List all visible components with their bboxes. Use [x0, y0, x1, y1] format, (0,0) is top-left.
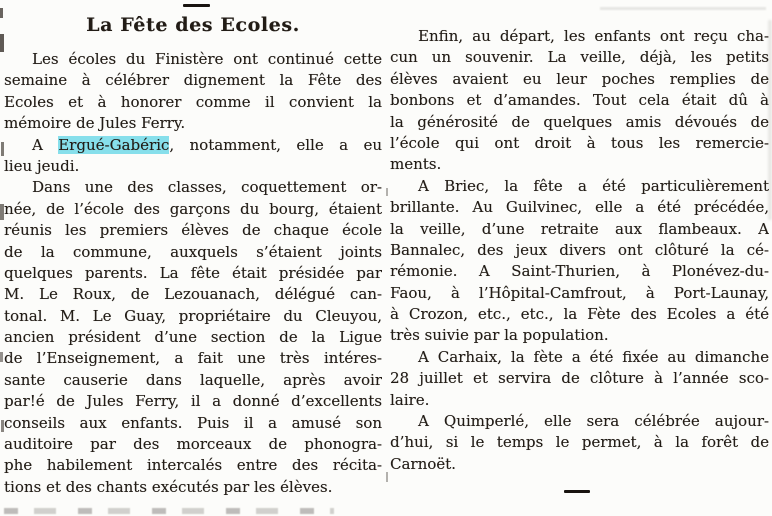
right-column [390, 26, 769, 475]
text-segment: Bannalec, des jeux divers ont clôturé la cé- [390, 240, 769, 259]
scan-artifact [0, 352, 3, 362]
text-segment: très suivie par la population. [390, 326, 609, 345]
text-segment: A Carhaix, la fète a été fixée au dimanche [418, 347, 769, 366]
text-line [390, 47, 769, 68]
text-segment: mémoire de Jules Ferry. [4, 114, 186, 133]
text-segment: à Crozon, etc., etc., la Fète des Ecoles a été [390, 305, 769, 324]
text-segment: par!é de Jules Ferry, il a donné d’excellents [4, 392, 382, 411]
text-segment: Les écoles du Finistère ont continué cette [32, 50, 382, 68]
text-segment: Carnoët. [390, 454, 456, 473]
text-line [390, 347, 769, 368]
text-segment: A Quimperlé, elle sera célébrée aujour- [418, 412, 769, 431]
text-line [4, 220, 382, 241]
text-segment: ancien président d’une section de la Ligue [4, 328, 382, 347]
text-line [390, 454, 769, 475]
text-line [4, 370, 382, 391]
text-line [4, 92, 382, 113]
text-segment: cun un souvenir. La veille, déjà, les petits [390, 48, 769, 67]
left-column [4, 49, 382, 498]
text-segment: A [32, 135, 59, 154]
text-line [390, 261, 769, 282]
text-segment: d’hui, si le temps le permet, à la forêt de [390, 433, 769, 452]
text-line [4, 70, 382, 91]
scan-artifact [386, 472, 388, 482]
text-line [390, 325, 769, 346]
text-segment: Dans une des classes, coquettement or- [32, 178, 382, 197]
text-segment: réunis les premiers élèves de chaque école [4, 221, 382, 240]
text-line [4, 284, 382, 305]
text-segment: la veille, d’une retraite aux flambeaux. A [390, 219, 769, 238]
text-line [4, 263, 382, 284]
text-segment: semaine à célébrer dignement la Fête des [4, 71, 382, 90]
text-segment: élèves avaient eu leur poches remplies de [390, 69, 769, 88]
text-line [390, 219, 769, 240]
text-line [4, 199, 382, 220]
text-segment: de l’Enseignement, a fait une très intéres- [4, 349, 382, 368]
text-line [4, 306, 382, 327]
text-segment: l’école qui ont droit à tous les remercie- [390, 133, 769, 152]
text-segment: Faou, à l’Hôpital-Camfrout, à Port-Launay, [390, 283, 769, 302]
text-segment: ments. [390, 155, 442, 174]
text-line [390, 411, 769, 432]
scan-artifact [0, 8, 3, 18]
text-segment: Enfin, au départ, les enfants ont reçu cha- [418, 27, 769, 45]
scan-artifact [1, 420, 4, 432]
text-segment: sante causerie dans laquelle, après avoir [4, 370, 382, 389]
text-segment: laire. [390, 390, 430, 409]
text-segment: rémonie. A Saint-Thurien, à Plonévez-du- [390, 262, 769, 281]
text-segment: tonal. M. Le Guay, propriétaire du Cleuyou, [4, 306, 382, 325]
text-line [390, 176, 769, 197]
text-line [390, 368, 769, 389]
text-line [390, 90, 769, 111]
text-line [4, 135, 382, 156]
text-segment: bonbons et d’amandes. Tout cela était dû à [390, 91, 769, 110]
scan-artifact [0, 34, 4, 52]
scan-artifact [0, 204, 4, 220]
text-line [390, 283, 769, 304]
text-line [390, 69, 769, 90]
text-line [4, 477, 382, 498]
text-line [4, 455, 382, 476]
text-segment: brillante. Au Guilvinec, elle a été précédée, [390, 198, 769, 217]
text-segment: tions et des chants exécutés par les élèves. [4, 477, 333, 496]
text-line [4, 391, 382, 412]
text-segment: de la commune, auxquels s’étaient joints [4, 242, 382, 261]
text-line [4, 348, 382, 369]
scan-artifact [1, 142, 4, 156]
cutoff-text-artifact [4, 508, 334, 514]
text-segment: , notamment, elle a eu [169, 135, 382, 154]
scan-artifact [768, 20, 772, 220]
highlight-ergue-gaberic: Ergué-Gabéric [58, 135, 170, 154]
separator-rule-bottom [564, 490, 590, 493]
text-line [4, 413, 382, 434]
scan-artifact [600, 7, 766, 10]
article-title: La Fête des Ecoles. [86, 14, 300, 36]
text-line [390, 432, 769, 453]
text-line [4, 434, 382, 455]
text-line [390, 133, 769, 154]
text-line [390, 112, 769, 133]
text-segment: 28 juillet et servira de clôture à l’année sco- [390, 369, 769, 388]
text-segment: phe habilement intercalés entre des récita- [4, 456, 382, 475]
text-line [390, 304, 769, 325]
text-line [390, 26, 769, 47]
text-line [390, 240, 769, 261]
text-line [4, 177, 382, 198]
text-line [390, 390, 769, 411]
text-line [390, 154, 769, 175]
text-segment: conseils aux enfants. Puis il a amusé son [4, 413, 382, 432]
text-segment: lieu jeudi. [4, 156, 80, 175]
text-segment: quelques parents. La fête était présidée par [4, 263, 382, 282]
text-line [4, 242, 382, 263]
scan-artifact [386, 188, 388, 196]
text-line [4, 113, 382, 134]
text-line [4, 327, 382, 348]
text-segment: A Briec, la fête a été particulièrement [418, 176, 769, 195]
separator-rule-top [183, 4, 210, 7]
text-segment: née, de l’école des garçons du bourg, étaient [4, 199, 382, 218]
text-segment: la générosité de quelques amis dévoués de [390, 112, 769, 131]
text-segment: M. Le Roux, de Lezouanach, délégué can- [4, 285, 382, 304]
text-segment: auditoire par des morceaux de phonogra- [4, 435, 382, 454]
text-line [4, 49, 382, 70]
text-segment: Ecoles et à honorer comme il convient la [4, 92, 382, 111]
text-line [4, 156, 382, 177]
text-line [390, 197, 769, 218]
